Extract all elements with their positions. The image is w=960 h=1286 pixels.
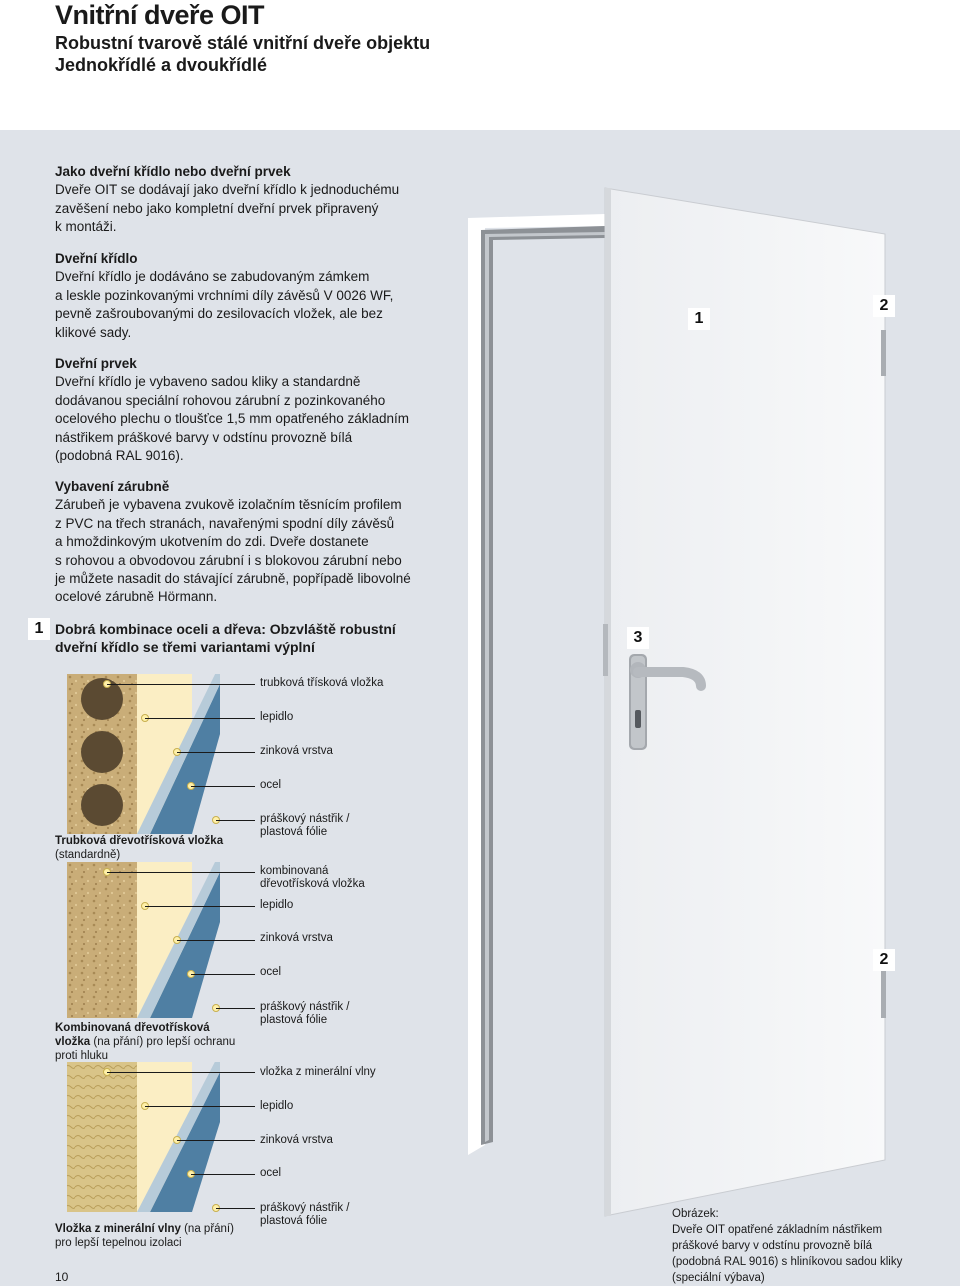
leader-line [177, 940, 255, 941]
page-subtitle: Robustní tvarově stálé vnitřní dveře objektu [55, 33, 431, 53]
layer-label [260, 1202, 349, 1228]
layer-label-text: ocel [260, 966, 282, 978]
layer-label-text: zinková vrstva [260, 1134, 333, 1146]
layer-label [260, 932, 333, 945]
section-line: a hmoždinkovým ukotvením do zdi. Dveře dostanete [55, 534, 369, 550]
layer-label-text: práškový nástřik / [260, 1202, 350, 1214]
leader-line [107, 1072, 255, 1073]
leader-line [145, 1106, 255, 1107]
door-illustration [465, 180, 960, 1220]
layer-label [260, 711, 293, 724]
callout-badge-hinge: 2 [873, 295, 895, 317]
infill-heading-line: dveřní křídlo se třemi variantami výplní [55, 639, 315, 655]
mineral-wool-swatch [55, 1062, 220, 1212]
section-line: klikové sady. [55, 324, 132, 340]
leader-line [216, 1008, 255, 1009]
layer-label [260, 1001, 349, 1027]
leader-line [145, 906, 255, 907]
section-line: ocelové zárubně Hörmann. [55, 589, 218, 605]
variant-caption [55, 1222, 234, 1250]
layer-label-text: plastová fólie [260, 1014, 328, 1026]
layer-label [260, 865, 365, 891]
section-line: a leskle pozinkovanými vrchními díly závěsů V 0026 WF, [55, 287, 394, 303]
variant-caption-title: Trubková dřevotřísková vložka [55, 835, 224, 847]
callout-badge-hinge-bottom: 2 [873, 949, 895, 971]
figure-caption-line: (podobná RAL 9016) s hliníkovou sadou kliky [672, 1256, 903, 1268]
section-assembly [55, 163, 455, 237]
section-line: nástřikem práškové barvy v odstínu provozně bílá [55, 429, 353, 445]
section-line: je můžete nasadit do stávající zárubně, popřípadě libovolné [55, 571, 411, 587]
layer-label [260, 966, 281, 979]
figure-caption-line: práškové barvy v odstínu provozně bílá [672, 1240, 873, 1252]
section-line: Dveřní křídlo je dodáváno se zabudovaným zámkem [55, 269, 370, 285]
layer-label-text: ocel [260, 1167, 282, 1179]
variant-caption-text: (na přání) [180, 1223, 234, 1235]
section-line: s rohovou a obvodovou zárubní i s blokovou zárubní nebo [55, 552, 402, 568]
section-title: Dveřní prvek [55, 356, 137, 371]
layer-label-text: práškový nástřik / [260, 813, 350, 825]
layer-label-text: lepidlo [260, 1100, 294, 1112]
leader-line [177, 752, 255, 753]
callout-badge-frame: 1 [688, 308, 710, 330]
layer-label-text: práškový nástřik / [260, 1001, 350, 1013]
layer-label-text: zinková vrstva [260, 932, 333, 944]
layer-label-text: dřevotřísková vložka [260, 878, 365, 890]
layer-label [260, 1134, 333, 1147]
infill-heading [55, 620, 396, 656]
layer-label-text: vložka z minerální vlny [260, 1066, 376, 1078]
infill-heading-line: Dobrá kombinace oceli a dřeva: Obzvláště robustní [55, 621, 396, 637]
layer-label-text: zinková vrstva [260, 745, 333, 757]
section-line: Dveřní křídlo je vybaveno sadou kliky a standardně [55, 374, 361, 390]
leader-line [107, 872, 255, 873]
layer-label-text: plastová fólie [260, 826, 328, 838]
tubular-chipboard-swatch [55, 674, 220, 834]
layer-label [260, 1066, 376, 1079]
leader-line [216, 1208, 255, 1209]
layer-label [260, 1100, 293, 1113]
variant-caption [55, 834, 223, 862]
page-subtitle-2: Jednokřídlé a dvoukřídlé [55, 55, 268, 75]
layer-label-text: kombinovaná [260, 865, 329, 877]
section-line: pevně zašroubovanými do zesilovacích vložek, ale bez [55, 306, 383, 322]
leader-line [216, 820, 255, 821]
leader-line [191, 1174, 255, 1175]
leader-line [191, 974, 255, 975]
leader-line [191, 786, 255, 787]
variant-caption-title: Vložka z minerální vlny [55, 1223, 181, 1235]
page-number: 10 [55, 1270, 69, 1284]
layer-label [260, 813, 349, 839]
leader-line [107, 684, 255, 685]
layer-label-text: lepidlo [260, 899, 294, 911]
layer-label-text: ocel [260, 779, 282, 791]
figure-caption-line: Dveře OIT opatřené základním nástřikem [672, 1224, 883, 1236]
variant-caption-title: vložka [55, 1036, 91, 1048]
section-line: dodávanou speciální rohovou zárubní z pozinkovaného [55, 392, 386, 408]
callout-badge-1: 1 [28, 618, 50, 640]
leader-line [177, 1140, 255, 1141]
figure-caption-line: Obrázek: [672, 1208, 719, 1220]
layer-label [260, 899, 293, 912]
layer-label-text: trubková třísková vložka [260, 677, 384, 689]
section-line: Zárubeň je vybavena zvukově izolačním těsnícím profilem [55, 497, 402, 513]
variant-caption-title: Kombinovaná dřevotřísková [55, 1022, 210, 1034]
layer-label-text: lepidlo [260, 711, 294, 723]
page-header [0, 0, 960, 130]
section-leaf [55, 250, 455, 342]
layer-label-text: plastová fólie [260, 1215, 328, 1227]
section-line: k montáži. [55, 219, 117, 235]
layer-label [260, 779, 281, 792]
section-title: Dveřní křídlo [55, 251, 138, 266]
layer-label [260, 1167, 281, 1180]
section-line: zavěšení nebo jako kompletní dveřní prvek připravený [55, 200, 379, 216]
section-line: z PVC na třech stranách, navařenými spodní díly závěsů [55, 515, 395, 531]
layer-label [260, 745, 333, 758]
figure-caption [672, 1206, 902, 1286]
figure-caption-line: (speciální výbava) [672, 1272, 765, 1284]
section-title: Jako dveřní křídlo nebo dveřní prvek [55, 164, 291, 179]
section-line: Dveře OIT se dodávají jako dveřní křídlo k jednoduchému [55, 182, 400, 198]
section-element [55, 355, 455, 465]
section-frame [55, 478, 455, 607]
section-title: Vybavení zárubně [55, 479, 170, 494]
variant-caption-text: (na přání) pro lepší ochranu [90, 1036, 236, 1048]
variant-caption-text: proti hluku [55, 1050, 109, 1062]
section-line: ocelového plechu o tloušťce 1,5 mm opatřeného základním [55, 411, 410, 427]
variant-caption-text: pro lepší tepelnou izolaci [55, 1237, 182, 1249]
variant-caption-text: (standardně) [55, 849, 121, 861]
callout-badge-handle: 3 [627, 627, 649, 649]
variant-caption [55, 1021, 235, 1063]
page-title: Vnitřní dveře OIT [55, 0, 265, 30]
section-line: (podobná RAL 9016). [55, 448, 184, 464]
leader-line [145, 718, 255, 719]
layer-label [260, 677, 383, 690]
